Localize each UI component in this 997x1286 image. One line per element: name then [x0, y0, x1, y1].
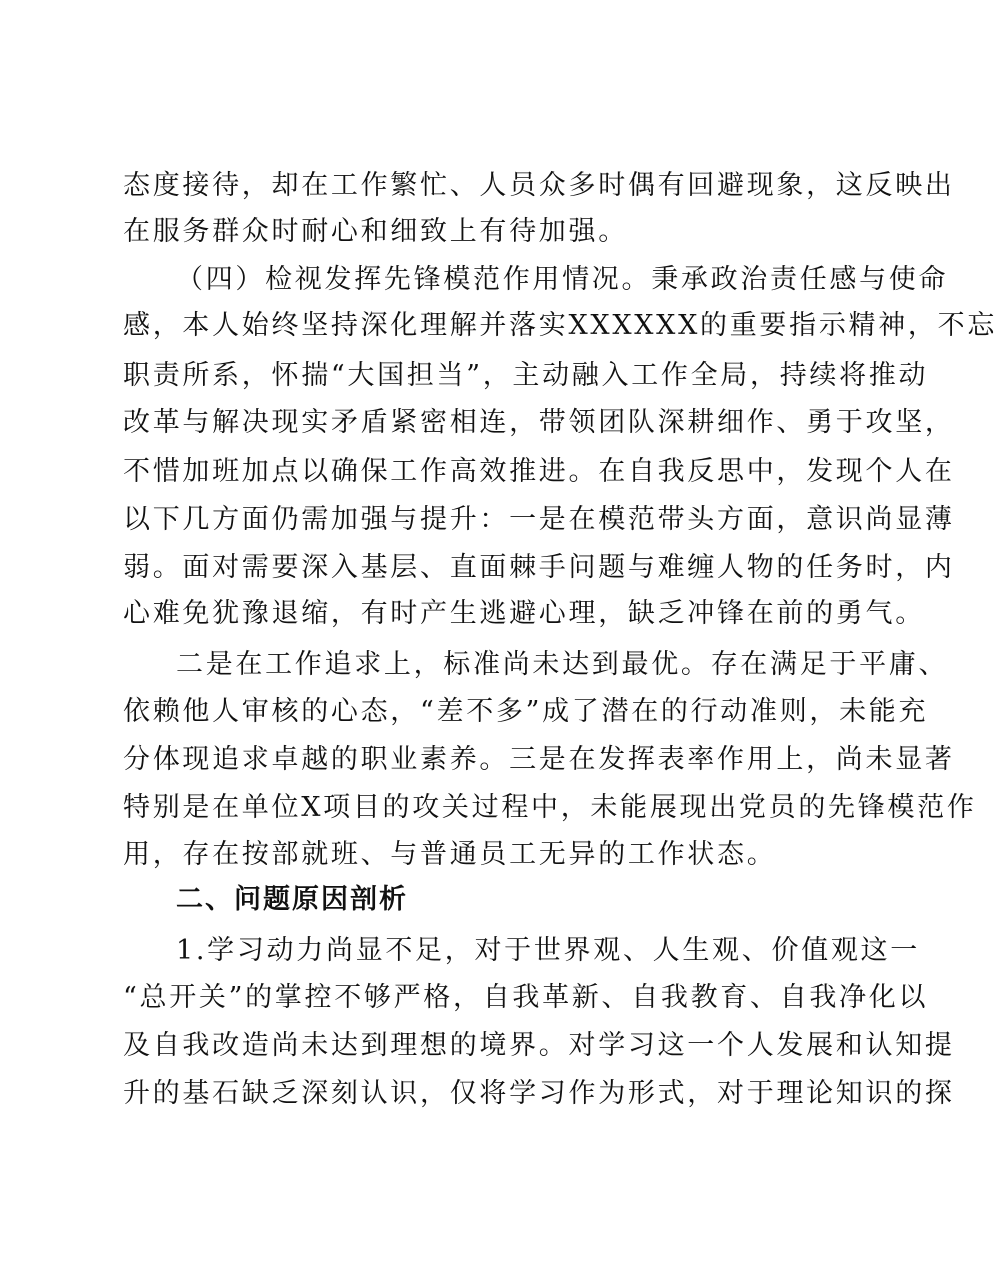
text-line: 以下几方面仍需加强与提升：一是在模范带头方面，意识尚显薄 [123, 504, 955, 535]
text-line: 升的基石缺乏深刻认识，仅将学习作为形式，对于理论知识的探 [123, 1078, 955, 1109]
text-line: 改革与解决现实矛盾紧密相连，带领团队深耕细作、勇于攻坚， [123, 407, 955, 438]
text-line: 分体现追求卓越的职业素养。三是在发挥表率作用上，尚未显著 [123, 744, 955, 775]
text-line: 及自我改造尚未达到理想的境界。对学习这一个人发展和认知提 [123, 1030, 955, 1061]
paragraph-first-line: 1.学习动力尚显不足，对于世界观、人生观、价值观这一 [176, 935, 920, 966]
paragraph-first-line: 二是在工作追求上，标准尚未达到最优。存在满足于平庸、 [176, 649, 949, 680]
text-line: 感，本人始终坚持深化理解并落实XXXXXX的重要指示精神，不忘 [123, 310, 997, 341]
text-line: 不惜加班加点以确保工作高效推进。在自我反思中，发现个人在 [123, 456, 955, 487]
text-line: 职责所系，怀揣“大国担当”，主动融入工作全局，持续将推动 [123, 360, 929, 391]
text-line: 特别是在单位X项目的攻关过程中，未能展现出党员的先锋模范作 [123, 792, 977, 823]
text-line: 依赖他人审核的心态，“差不多”成了潜在的行动准则，未能充 [123, 696, 929, 727]
text-line: 在服务群众时耐心和细致上有待加强。 [123, 216, 628, 247]
text-line: “总开关”的掌控不够严格，自我革新、自我教育、自我净化以 [123, 982, 929, 1013]
text-line: 心难免犹豫退缩，有时产生逃避心理，缺乏冲锋在前的勇气。 [123, 598, 925, 629]
text-line: 态度接待，却在工作繁忙、人员众多时偶有回避现象，这反映出 [123, 170, 955, 201]
text-line: 弱。面对需要深入基层、直面棘手问题与难缠人物的任务时，内 [123, 552, 955, 583]
section-heading: 二、问题原因剖析 [176, 884, 408, 915]
text-line: 用，存在按部就班、与普通员工无异的工作状态。 [123, 839, 777, 870]
section-four-first-line: （四）检视发挥先锋模范作用情况。秉承政治责任感与使命 [176, 264, 949, 295]
